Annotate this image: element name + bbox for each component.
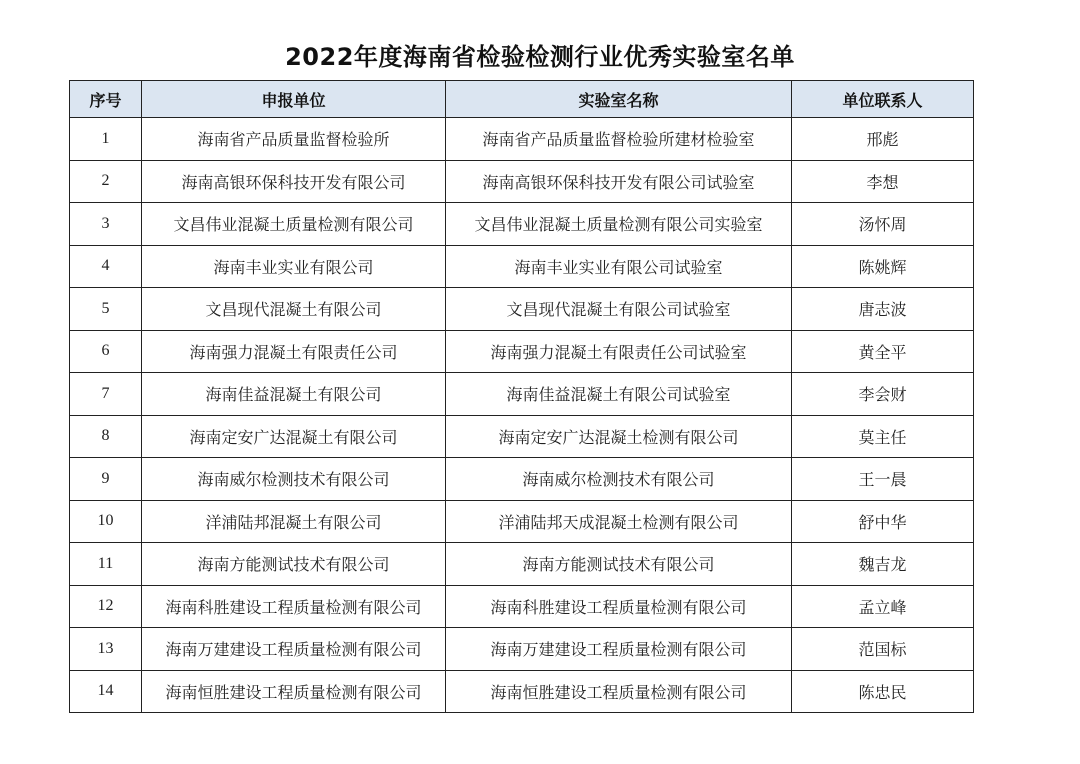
row-contact: 魏吉龙 [792, 543, 974, 586]
row-index: 3 [70, 203, 142, 246]
row-applicant-unit: 文昌现代混凝土有限公司 [142, 288, 446, 331]
row-lab-name: 海南方能测试技术有限公司 [446, 543, 792, 586]
row-contact: 邢彪 [792, 118, 974, 161]
row-contact: 李想 [792, 160, 974, 203]
row-lab-name: 海南丰业实业有限公司试验室 [446, 245, 792, 288]
row-applicant-unit: 海南高银环保科技开发有限公司 [142, 160, 446, 203]
row-applicant-unit: 海南佳益混凝土有限公司 [142, 373, 446, 416]
row-lab-name: 海南科胜建设工程质量检测有限公司 [446, 585, 792, 628]
header-index: 序号 [70, 81, 142, 118]
row-index: 9 [70, 458, 142, 501]
row-index: 5 [70, 288, 142, 331]
row-contact: 陈忠民 [792, 670, 974, 713]
row-index: 13 [70, 628, 142, 671]
row-applicant-unit: 海南科胜建设工程质量检测有限公司 [142, 585, 446, 628]
table-row [70, 585, 974, 628]
table-row [70, 330, 974, 373]
row-index: 4 [70, 245, 142, 288]
row-index: 6 [70, 330, 142, 373]
table-row [70, 373, 974, 416]
table-row [70, 500, 974, 543]
row-contact: 黄全平 [792, 330, 974, 373]
table-row [70, 245, 974, 288]
row-lab-name: 海南恒胜建设工程质量检测有限公司 [446, 670, 792, 713]
row-applicant-unit: 海南丰业实业有限公司 [142, 245, 446, 288]
table-body [70, 118, 974, 713]
row-index: 10 [70, 500, 142, 543]
row-applicant-unit: 海南恒胜建设工程质量检测有限公司 [142, 670, 446, 713]
row-lab-name: 海南省产品质量监督检验所建材检验室 [446, 118, 792, 161]
row-contact: 陈姚辉 [792, 245, 974, 288]
row-lab-name: 海南高银环保科技开发有限公司试验室 [446, 160, 792, 203]
row-contact: 莫主任 [792, 415, 974, 458]
lab-list-table [69, 80, 974, 713]
row-lab-name: 文昌伟业混凝土质量检测有限公司实验室 [446, 203, 792, 246]
row-applicant-unit: 海南威尔检测技术有限公司 [142, 458, 446, 501]
row-index: 14 [70, 670, 142, 713]
header-lab-name: 实验室名称 [446, 81, 792, 118]
row-lab-name: 海南万建建设工程质量检测有限公司 [446, 628, 792, 671]
row-index: 8 [70, 415, 142, 458]
header-contact: 单位联系人 [792, 81, 974, 118]
table-row [70, 118, 974, 161]
table-row [70, 160, 974, 203]
row-contact: 李会财 [792, 373, 974, 416]
row-lab-name: 海南强力混凝土有限责任公司试验室 [446, 330, 792, 373]
row-index: 2 [70, 160, 142, 203]
row-contact: 唐志波 [792, 288, 974, 331]
table-row [70, 288, 974, 331]
row-contact: 孟立峰 [792, 585, 974, 628]
row-index: 12 [70, 585, 142, 628]
row-contact: 范国标 [792, 628, 974, 671]
row-applicant-unit: 海南方能测试技术有限公司 [142, 543, 446, 586]
row-contact: 王一晨 [792, 458, 974, 501]
row-applicant-unit: 海南定安广达混凝土有限公司 [142, 415, 446, 458]
row-index: 11 [70, 543, 142, 586]
document-title: 2022年度海南省检验检测行业优秀实验室名单 [285, 43, 795, 71]
table-row [70, 458, 974, 501]
row-applicant-unit: 海南强力混凝土有限责任公司 [142, 330, 446, 373]
row-lab-name: 洋浦陆邦天成混凝土检测有限公司 [446, 500, 792, 543]
table-header [70, 81, 974, 118]
row-lab-name: 海南定安广达混凝土检测有限公司 [446, 415, 792, 458]
table-row [70, 628, 974, 671]
header-applicant-unit: 申报单位 [142, 81, 446, 118]
row-index: 7 [70, 373, 142, 416]
table-row [70, 670, 974, 713]
row-index: 1 [70, 118, 142, 161]
row-applicant-unit: 文昌伟业混凝土质量检测有限公司 [142, 203, 446, 246]
row-applicant-unit: 海南万建建设工程质量检测有限公司 [142, 628, 446, 671]
row-contact: 舒中华 [792, 500, 974, 543]
table-row [70, 203, 974, 246]
row-lab-name: 海南威尔检测技术有限公司 [446, 458, 792, 501]
row-contact: 汤怀周 [792, 203, 974, 246]
header-row [70, 81, 974, 118]
table-row [70, 543, 974, 586]
table-row [70, 415, 974, 458]
row-applicant-unit: 海南省产品质量监督检验所 [142, 118, 446, 161]
row-applicant-unit: 洋浦陆邦混凝土有限公司 [142, 500, 446, 543]
row-lab-name: 海南佳益混凝土有限公司试验室 [446, 373, 792, 416]
row-lab-name: 文昌现代混凝土有限公司试验室 [446, 288, 792, 331]
